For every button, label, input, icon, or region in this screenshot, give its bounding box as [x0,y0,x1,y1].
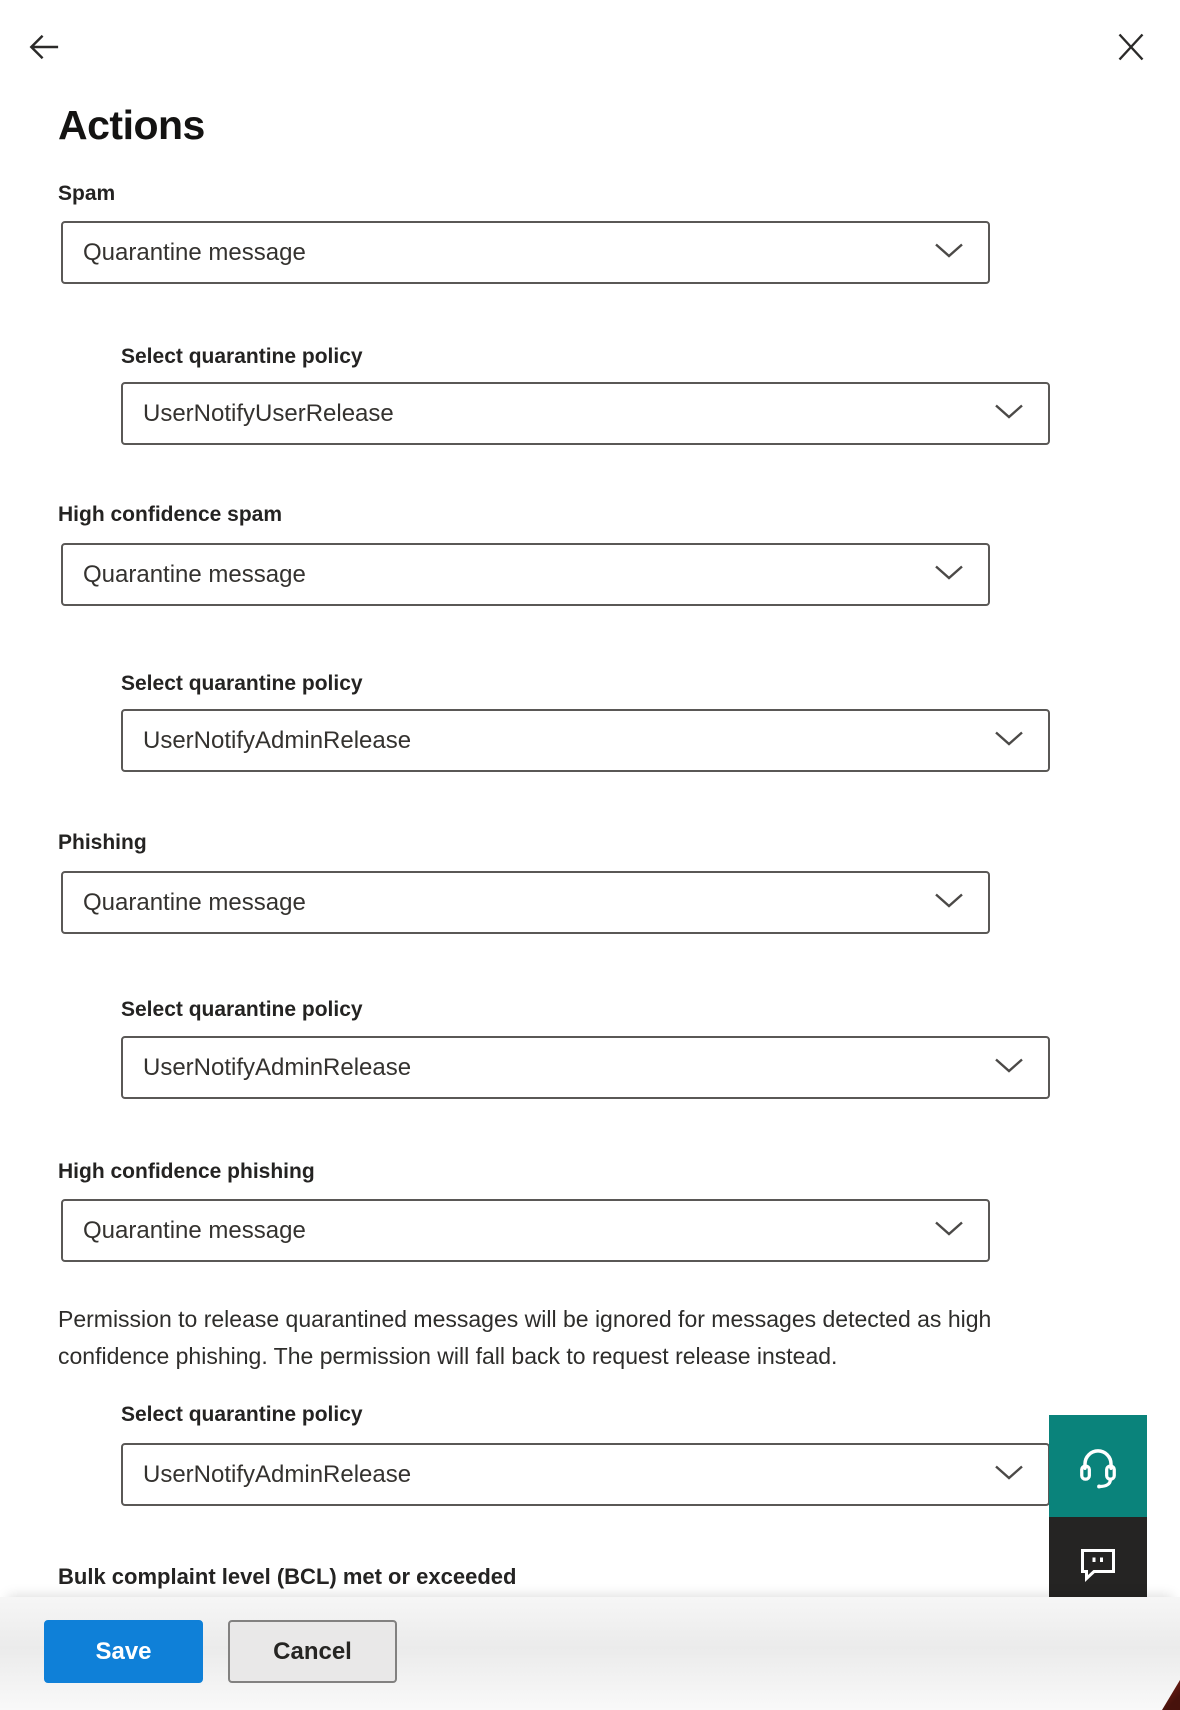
dropdown-value: UserNotifyAdminRelease [143,1460,412,1488]
hcs-quarantine-policy-dropdown[interactable] [121,709,1050,772]
chevron-down-icon [994,1464,1024,1485]
chevron-down-icon [934,1220,964,1241]
back-button[interactable] [27,31,61,63]
field-label-phishing-quarantine-policy: Select quarantine policy [121,998,363,1021]
section-label-bcl: Bulk complaint level (BCL) met or exceeded [58,1564,517,1589]
chevron-down-icon [994,403,1024,424]
help-button[interactable] [1049,1415,1147,1517]
headset-icon [1072,1439,1124,1494]
dropdown-value: Quarantine message [83,1216,306,1244]
hcp-permission-note: Permission to release quarantined messages will be ignored for messages detected as high confidence phishing. The permission will fall back to request release instead. [58,1306,992,1369]
chevron-down-icon [994,730,1024,751]
arrow-left-icon [27,51,61,66]
chat-icon [1074,1539,1122,1590]
close-button[interactable] [1116,31,1146,63]
chevron-down-icon [934,564,964,585]
footer-bar [0,1597,1180,1710]
field-label-hcs-quarantine-policy: Select quarantine policy [121,672,363,695]
field-label-spam: Spam [58,182,116,205]
dropdown-value: Quarantine message [83,560,306,588]
chevron-down-icon [994,1057,1024,1078]
dropdown-value: Quarantine message [83,238,306,266]
dropdown-value: UserNotifyAdminRelease [143,726,412,754]
field-label-spam-quarantine-policy: Select quarantine policy [121,345,363,368]
hcp-quarantine-policy-dropdown[interactable] [121,1443,1050,1506]
field-label-hcp-quarantine-policy: Select quarantine policy [121,1403,363,1426]
close-icon [1116,51,1146,66]
phishing-quarantine-policy-dropdown[interactable] [121,1036,1050,1099]
field-label-high-confidence-spam: High confidence spam [58,503,283,526]
chevron-down-icon [934,242,964,263]
dropdown-value: UserNotifyUserRelease [143,399,394,427]
field-label-phishing: Phishing [58,831,147,854]
cancel-button[interactable]: Cancel [228,1620,397,1683]
high-confidence-spam-action-dropdown[interactable] [61,543,990,606]
high-confidence-phishing-action-dropdown[interactable] [61,1199,990,1262]
page-title: Actions [58,102,205,148]
phishing-action-dropdown[interactable] [61,871,990,934]
save-button[interactable]: Save [44,1620,203,1683]
chevron-down-icon [934,892,964,913]
dropdown-value: UserNotifyAdminRelease [143,1053,412,1081]
spam-action-dropdown[interactable] [61,221,990,284]
field-label-high-confidence-phishing: High confidence phishing [58,1160,315,1183]
dropdown-value: Quarantine message [83,888,306,916]
spam-quarantine-policy-dropdown[interactable] [121,382,1050,445]
